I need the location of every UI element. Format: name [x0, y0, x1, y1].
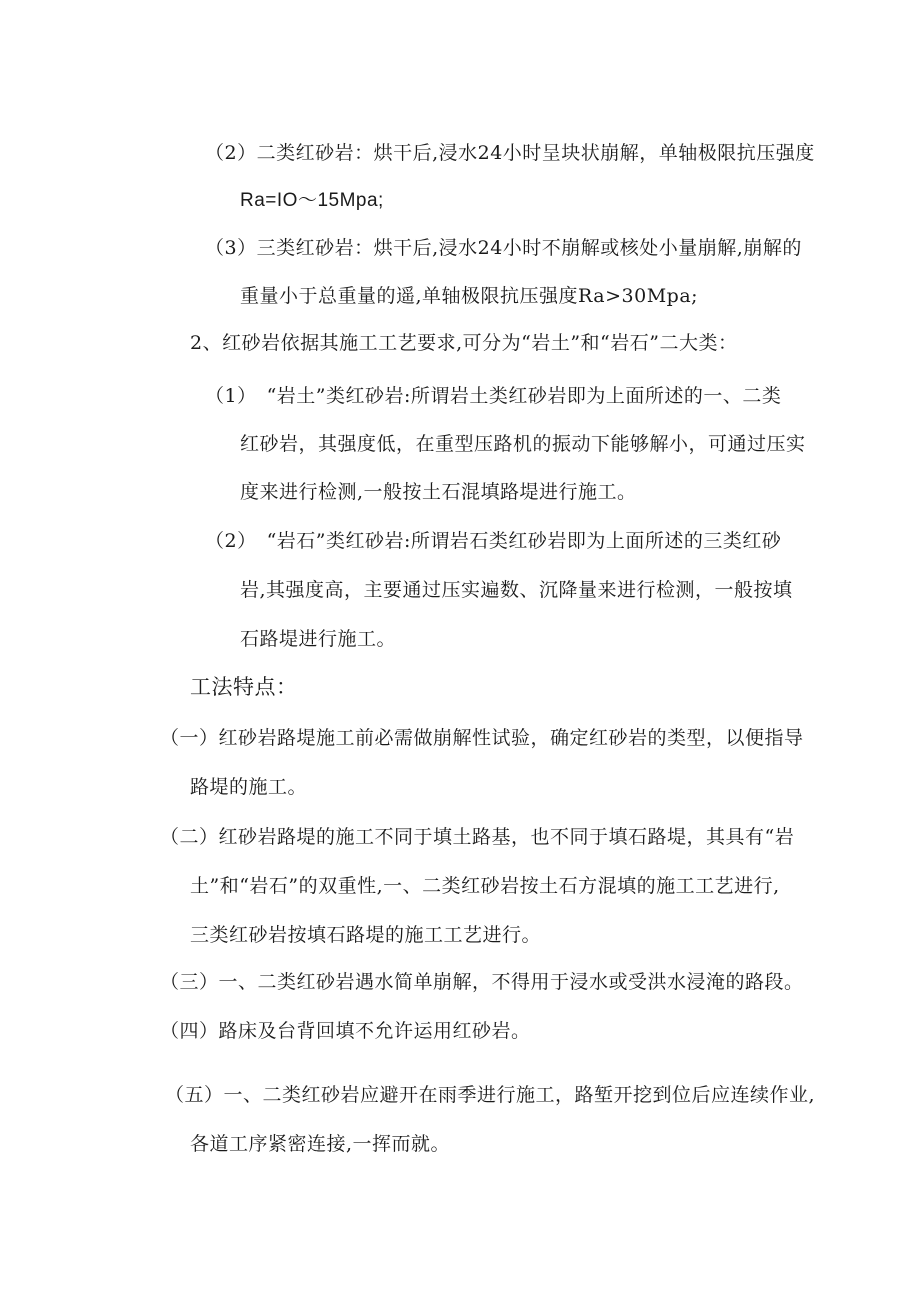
- feature-item-3: （三）一、二类红砂岩遇水简单崩解，不得用于浸水或受洪水浸淹的路段。: [160, 971, 804, 993]
- feature-item-5-cont: 各道工序紧密连接,一挥而就。: [190, 1133, 451, 1155]
- line-class3-definition: （3）三类红砂岩：烘干后,浸水24小时不崩解或核处小量崩解,崩解的: [205, 237, 802, 259]
- feature-item-2-cont-2: 三类红砂岩按填石路堤的施工工艺进行。: [190, 924, 542, 946]
- feature-item-1: （一）红砂岩路堤施工前必需做崩解性试验，确定红砂岩的类型，以便指导: [160, 727, 804, 749]
- line-soil-type-1: （1） “岩土”类红砂岩:所谓岩土类红砂岩即为上面所述的一、二类: [205, 385, 782, 407]
- line-class3-strength: 重量小于总重量的遥,单轴极限抗压强度Ra>30Mpa;: [240, 285, 699, 307]
- line-soil-type-2: 红砂岩，其强度低，在重型压路机的振动下能够解小，可通过压实: [240, 433, 806, 455]
- feature-item-2-cont-1: 土”和“岩石”的双重性,一、二类红砂岩按土石方混填的施工工艺进行,: [190, 875, 780, 897]
- feature-item-2: （二）红砂岩路堤的施工不同于填土路基，也不同于填石路堤，其具有“岩: [160, 826, 795, 848]
- feature-item-5: （五）一、二类红砂岩应避开在雨季进行施工，路堑开挖到位后应连续作业,: [165, 1084, 816, 1106]
- line-rock-type-1: （2） “岩石”类红砂岩:所谓岩石类红砂岩即为上面所述的三类红砂: [205, 530, 782, 552]
- line-class2-strength: Ra=IO〜15Mpa;: [240, 190, 384, 211]
- line-soil-type-3: 度来进行检测,一般按土石混填路堤进行施工。: [240, 481, 637, 503]
- line-rock-type-2: 岩,其强度高，主要通过压实遍数、沉降量来进行检测，一般按填: [240, 579, 793, 601]
- feature-item-4: （四）路床及台背回填不允许运用红砂岩。: [160, 1020, 531, 1042]
- line-construction-classification: 2、红砂岩依据其施工工艺要求,可分为“岩土”和“岩石”二大类：: [190, 332, 738, 354]
- line-rock-type-3: 石路堤进行施工。: [240, 628, 397, 650]
- feature-item-1-cont: 路堤的施工。: [190, 776, 308, 798]
- section-heading-method-features: 工法特点：: [190, 675, 298, 699]
- line-class2-definition: （2）二类红砂岩：烘干后,浸水24小时呈块状崩解，单轴极限抗压强度: [205, 142, 815, 164]
